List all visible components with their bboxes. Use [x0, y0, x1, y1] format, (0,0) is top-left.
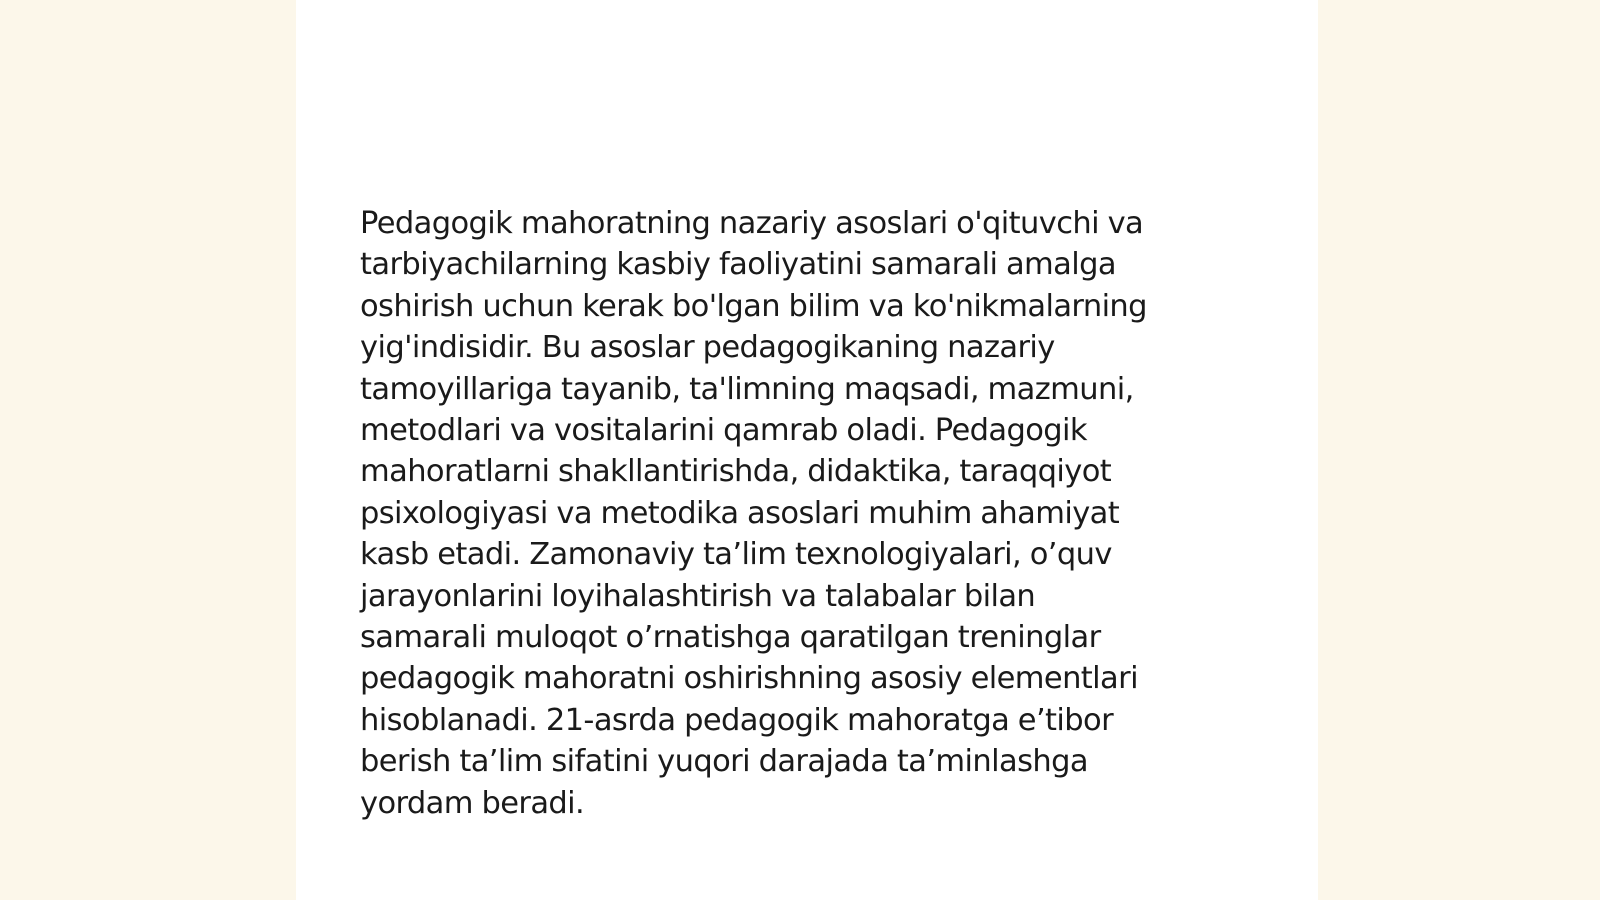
paragraph-line: psixologiyasi va metodika asoslari muhim ahamiyat: [360, 495, 1120, 531]
paragraph-line: Pedagogik mahoratning nazariy asoslari o'qituvchi va: [360, 206, 1144, 241]
paragraph-line: oshirish uchun kerak bo'lgan bilim va ko'nikmalarning: [360, 288, 1147, 324]
body-paragraph: [360, 203, 1250, 824]
paragraph-line: mahoratlarni shakllantirishda, didaktika, taraqqiyot: [360, 454, 1112, 490]
document-page: [296, 0, 1318, 900]
paragraph-line: tarbiyachilarning kasbiy faoliyatini samarali amalga: [360, 247, 1116, 283]
paragraph-line: yig'indisidir. Bu asoslar pedagogikaning nazariy: [360, 330, 1055, 366]
paragraph-line: metodlari va vositalarini qamrab oladi. Pedagogik: [360, 413, 1087, 449]
paragraph-line: samarali muloqot o’rnatishga qaratilgan treninglar: [360, 620, 1101, 656]
paragraph-line: tamoyillariga tayanib, ta'limning maqsadi, mazmuni,: [360, 371, 1134, 407]
paragraph-line: pedagogik mahoratni oshirishning asosiy elementlari: [360, 661, 1138, 697]
paragraph-line: jarayonlarini loyihalashtirish va talabalar bilan: [360, 578, 1036, 614]
paragraph-line: berish ta’lim sifatini yuqori darajada ta’minlashga: [360, 744, 1088, 780]
paragraph-line: yordam beradi.: [360, 785, 585, 821]
paragraph-line: hisoblanadi. 21-asrda pedagogik mahoratga e’tibor: [360, 702, 1114, 738]
paragraph-line: kasb etadi. Zamonaviy ta’lim texnologiyalari, o’quv: [360, 537, 1112, 573]
